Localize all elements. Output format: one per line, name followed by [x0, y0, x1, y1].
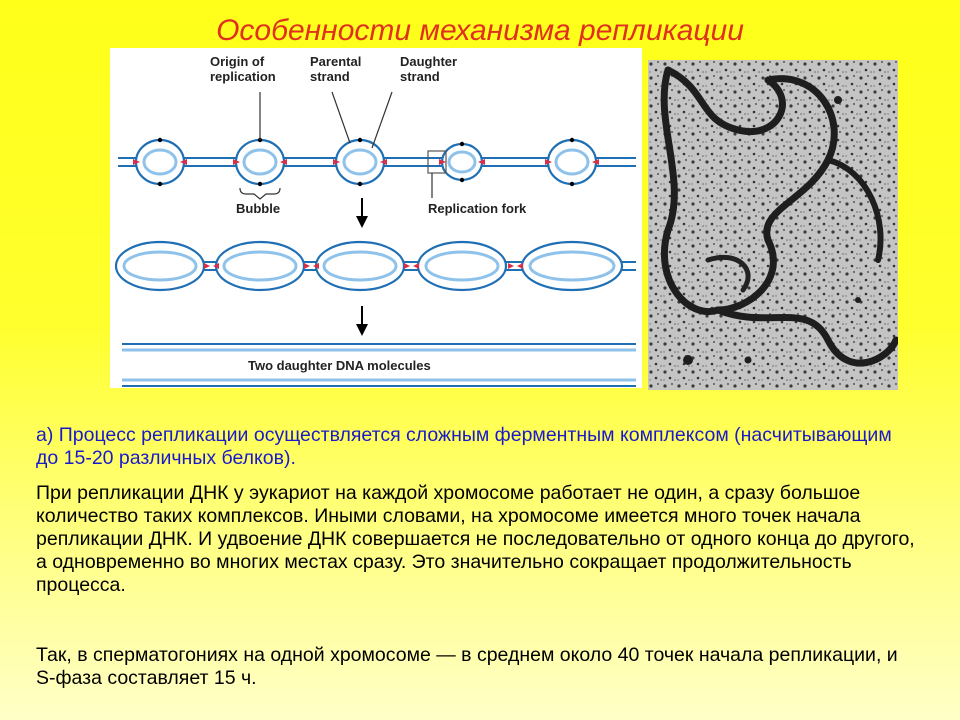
label-two-daughter-dna-molecules: Two daughter DNA molecules [248, 358, 431, 373]
row-2-replication [116, 242, 636, 290]
label-replication-fork: Replication fork [428, 201, 527, 216]
replication-bubble [133, 138, 187, 186]
micrograph-image [648, 60, 898, 390]
label-parental-strand: Parental strand [310, 54, 362, 84]
micrograph-svg [648, 60, 898, 390]
label-origin-of-replication: Origin of replication [210, 54, 276, 84]
label-daughter-strand: Daughter strand [400, 54, 458, 84]
paragraph-enzyme-complex: а) Процесс репликации осуществляется сложным ферментным комплексом (насчитывающим до 15-20 различных белков). [36, 424, 892, 469]
replication-bubble [545, 138, 599, 186]
row-1-replication [118, 92, 636, 199]
paragraph-spermatogonia: Так, в сперматогониях на одной хромосоме — в среднем около 40 точек начала репликации, и S-фаза составляет 15 ч. [36, 644, 898, 689]
slide-title: Особенности механизма репликации [216, 14, 744, 47]
label-bubble: Bubble [236, 201, 281, 216]
down-arrow-icon [356, 198, 368, 228]
down-arrow-icon [356, 306, 368, 336]
replication-bubble [333, 138, 387, 186]
paragraph-eukaryote-replication: При репликации ДНК у эукариот на каждой хромосоме работает не один, а сразу большое количество таких комплексов. Иными словами, на хромосоме имеется много точек начала репликации ДНК. И удвоение ДНК совершается не последовательно от одного конца до другого, а одновременно во многих местах сразу. Это значительно сокращает продолжительность процесса. [36, 482, 915, 596]
replication-diagram [110, 48, 642, 388]
diagram-svg [110, 48, 642, 388]
replication-bubble [233, 138, 287, 186]
